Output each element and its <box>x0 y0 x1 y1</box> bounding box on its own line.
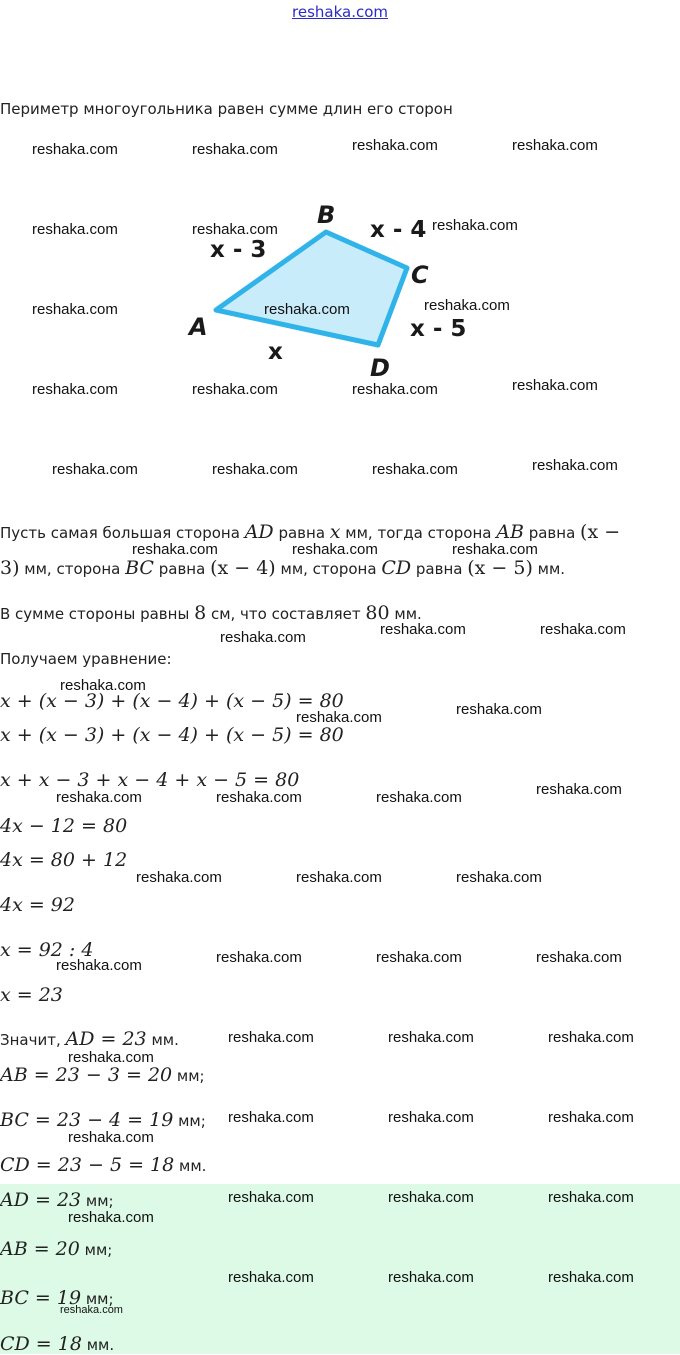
watermark: reshaka.com <box>68 1129 154 1146</box>
equation-line: 4x = 92 <box>0 894 75 916</box>
watermark: reshaka.com <box>228 1269 314 1286</box>
equation-line: x = 92 : 4 <box>0 939 94 961</box>
answer-ab: AB = 20 мм; <box>0 1238 113 1260</box>
watermark: reshaka.com <box>456 869 542 886</box>
equation-line: x + x − 3 + x − 4 + x − 5 = 80 <box>0 769 300 791</box>
vertex-d: D <box>370 354 390 382</box>
side-label-cd: x - 5 <box>410 316 467 342</box>
side-label-ad: x <box>268 339 283 365</box>
watermark: reshaka.com <box>52 461 138 478</box>
watermark: reshaka.com <box>548 1269 634 1286</box>
watermark: reshaka.com <box>532 457 618 474</box>
watermark: reshaka.com <box>68 1209 154 1226</box>
side-label-bc: x - 4 <box>370 217 427 243</box>
watermark: reshaka.com <box>512 137 598 154</box>
watermark: reshaka.com <box>536 781 622 798</box>
answer-ad: AD = 23 мм; <box>0 1189 114 1211</box>
watermark: reshaka.com <box>228 1189 314 1206</box>
watermark: reshaka.com <box>220 629 306 646</box>
watermark: reshaka.com <box>192 221 278 238</box>
vertex-c: C <box>411 261 429 289</box>
equation-line: x + (x − 3) + (x − 4) + (x − 5) = 80 <box>0 690 344 712</box>
watermark: reshaka.com <box>388 1109 474 1126</box>
watermark: reshaka.com <box>432 217 518 234</box>
watermark: reshaka.com <box>32 301 118 318</box>
result-cd: CD = 23 − 5 = 18 мм. <box>0 1154 207 1176</box>
solution-line-1: Пусть самая большая сторона AD равна x мм, тогда сторона AB равна (x − <box>0 521 621 543</box>
watermark: reshaka.com <box>192 141 278 158</box>
watermark: reshaka.com <box>132 541 218 558</box>
intro-text: Периметр многоугольника равен сумме длин его сторон <box>0 100 453 118</box>
watermark: reshaka.com <box>352 381 438 398</box>
sum-line: В сумме стороны равны 8 см, что составляет 80 мм. <box>0 602 422 624</box>
watermark: reshaka.com <box>32 221 118 238</box>
vertex-a: A <box>189 313 208 341</box>
watermark: reshaka.com <box>228 1109 314 1126</box>
watermark: reshaka.com <box>216 949 302 966</box>
watermark: reshaka.com <box>68 1049 154 1066</box>
answer-cd: CD = 18 мм. <box>0 1333 115 1355</box>
watermark: reshaka.com <box>376 949 462 966</box>
watermark: reshaka.com <box>388 1029 474 1046</box>
watermark: reshaka.com <box>512 377 598 394</box>
watermark: reshaka.com <box>296 869 382 886</box>
watermark: reshaka.com <box>56 957 142 974</box>
watermark: reshaka.com <box>424 297 510 314</box>
vertex-b: B <box>317 201 336 229</box>
watermark: reshaka.com <box>372 461 458 478</box>
watermark: reshaka.com <box>60 1304 123 1316</box>
watermark: reshaka.com <box>388 1189 474 1206</box>
answer-bc: BC = 19 мм; <box>0 1287 114 1309</box>
watermark: reshaka.com <box>388 1269 474 1286</box>
watermark: reshaka.com <box>536 949 622 966</box>
watermark: reshaka.com <box>264 301 350 318</box>
result-ad: Значит, AD = 23 мм. <box>0 1028 179 1050</box>
equation-line: x + (x − 3) + (x − 4) + (x − 5) = 80 <box>0 724 344 746</box>
watermark: reshaka.com <box>60 677 146 694</box>
watermark: reshaka.com <box>216 789 302 806</box>
side-label-ab: x - 3 <box>210 237 267 263</box>
result-bc: BC = 23 − 4 = 19 мм; <box>0 1109 206 1131</box>
watermark: reshaka.com <box>380 621 466 638</box>
watermark: reshaka.com <box>548 1109 634 1126</box>
site-link[interactable]: reshaka.com <box>292 3 388 21</box>
solution-line-2: 3) мм, сторона BC равна (x − 4) мм, сторона CD равна (x − 5) мм. <box>0 557 566 579</box>
watermark: reshaka.com <box>452 541 538 558</box>
equation-line: x = 23 <box>0 984 63 1006</box>
equation-line: 4x − 12 = 80 <box>0 815 128 837</box>
watermark: reshaka.com <box>228 1029 314 1046</box>
watermark: reshaka.com <box>136 869 222 886</box>
watermark: reshaka.com <box>292 541 378 558</box>
watermark: reshaka.com <box>32 381 118 398</box>
get-equation-label: Получаем уравнение: <box>0 650 172 668</box>
watermark: reshaka.com <box>192 381 278 398</box>
watermark: reshaka.com <box>352 137 438 154</box>
watermark: reshaka.com <box>540 621 626 638</box>
watermark: reshaka.com <box>296 709 382 726</box>
watermark: reshaka.com <box>212 461 298 478</box>
watermark: reshaka.com <box>376 789 462 806</box>
watermark: reshaka.com <box>56 789 142 806</box>
watermark: reshaka.com <box>548 1189 634 1206</box>
result-ab: AB = 23 − 3 = 20 мм; <box>0 1064 205 1086</box>
watermark: reshaka.com <box>32 141 118 158</box>
watermark: reshaka.com <box>456 701 542 718</box>
watermark: reshaka.com <box>548 1029 634 1046</box>
equation-line: 4x = 80 + 12 <box>0 849 128 871</box>
